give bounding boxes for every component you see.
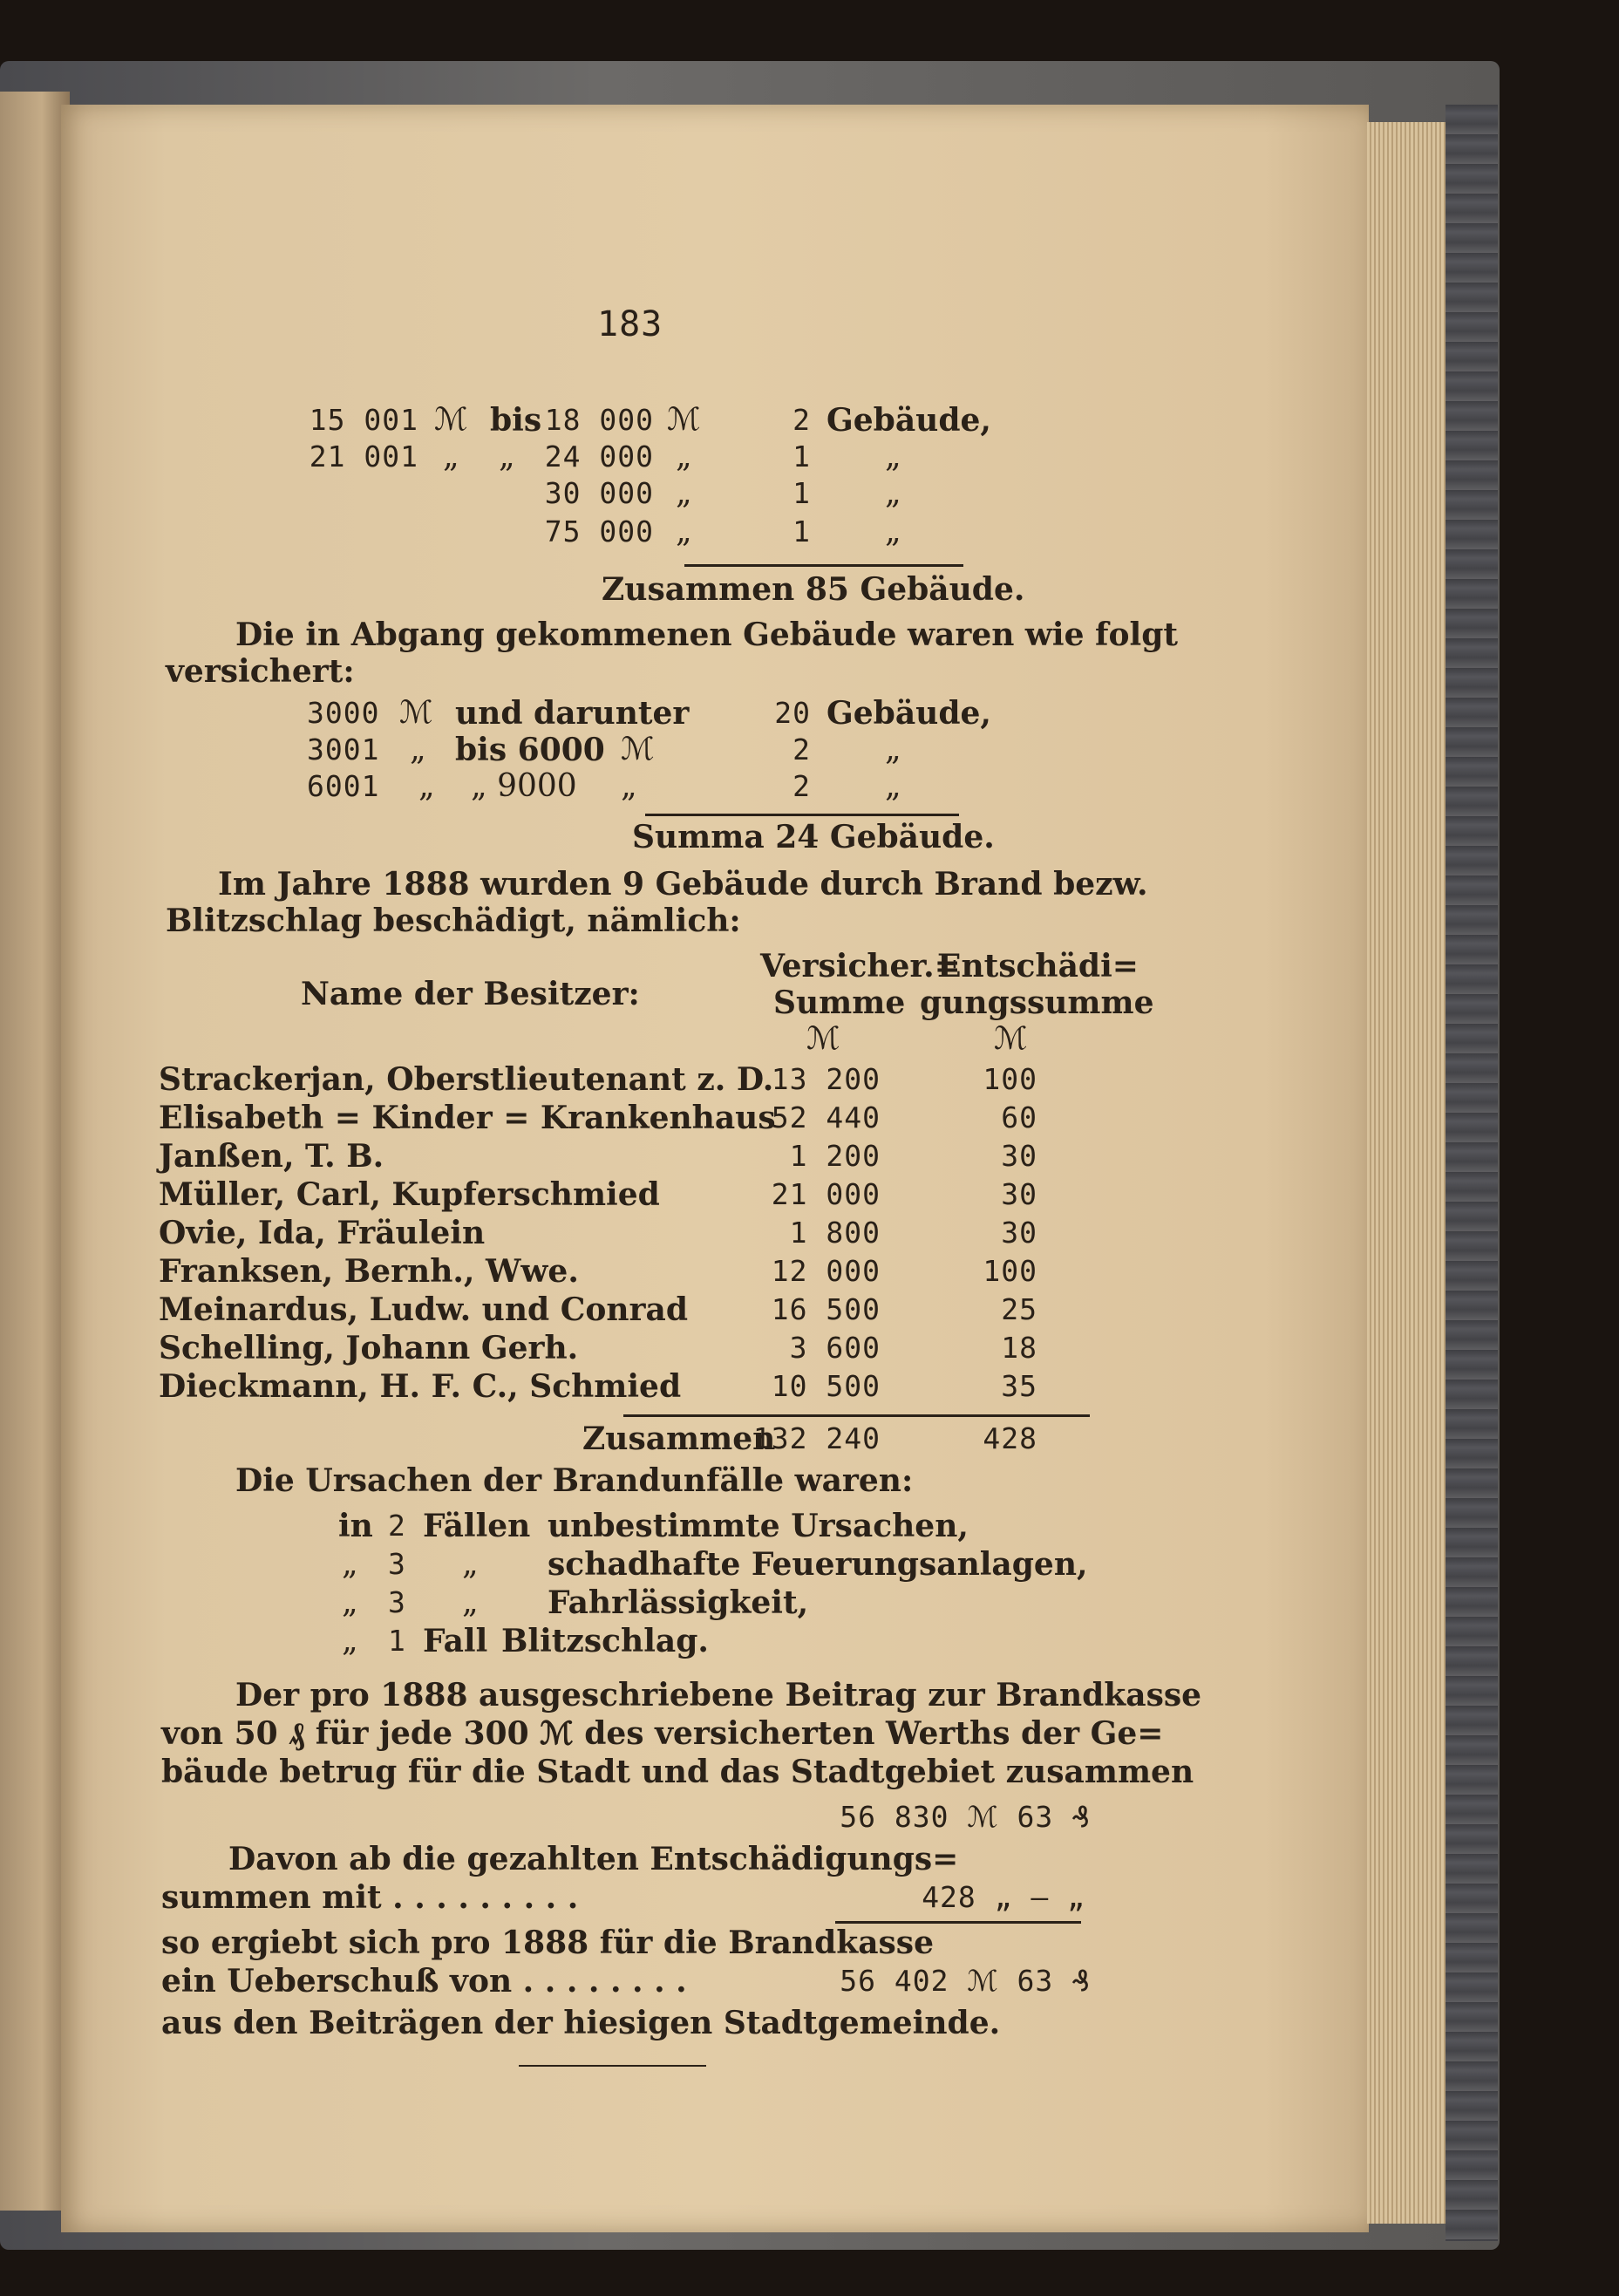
intro-line: Die in Abgang gekommenen Gebäude waren wie folgt: [235, 617, 1179, 653]
compensation-sum: 30: [1001, 1139, 1037, 1173]
result-amount: 56 402 ℳ 63 ₰: [840, 1964, 1090, 1998]
fire-text-line: Blitzschlag beschädigt, nämlich:: [166, 903, 741, 939]
value-table-total: Zusammen 85 Gebäude.: [602, 571, 1025, 608]
cause-text: Fahrlässigkeit,: [548, 1584, 809, 1621]
contribution-line: bäude betrug für die Stadt und das Stadtgebiet zusammen: [161, 1754, 1194, 1790]
column-header-sum: Summe: [773, 984, 906, 1021]
building-count: 20: [774, 696, 811, 730]
compensation-sum: 35: [1001, 1369, 1037, 1403]
ditto-mark: „: [418, 768, 435, 804]
owner-name: Franksen, Bernh., Wwe.: [159, 1253, 579, 1290]
ditto-mark: „: [885, 514, 901, 549]
insured-sum: 13 200: [771, 1062, 881, 1096]
deduction-line: summen mit . . . . . . . . .: [161, 1879, 579, 1916]
cause-count: 3: [388, 1585, 406, 1619]
contribution-line: von 50 ₰ für jede 300 ℳ des versicherten Werths der Ge=: [161, 1715, 1164, 1752]
ditto-mark: „: [676, 439, 692, 474]
insured-sum: 3 600: [789, 1331, 881, 1365]
ditto-mark: „: [885, 475, 901, 511]
building-count: 2: [792, 403, 811, 437]
cause-unit: Fall: [423, 1623, 488, 1659]
currency-mark: ℳ: [621, 732, 655, 767]
owner-name: Müller, Carl, Kupferschmied: [159, 1176, 660, 1213]
fire-text-line: Im Jahre 1888 wurden 9 Gebäude durch Brand bezw.: [218, 866, 1148, 903]
column-header-name: Name der Besitzer:: [301, 976, 640, 1012]
column-header-sum: Versicher.=: [760, 948, 961, 984]
building-count: 1: [792, 439, 811, 474]
contribution-amount: 56 830 ℳ 63 ₰: [840, 1800, 1090, 1834]
owner-total-label: Zusammen: [582, 1421, 776, 1457]
closing-line: aus den Beiträgen der hiesigen Stadtgemeinde.: [161, 2005, 1001, 2041]
causes-heading: Die Ursachen der Brandunfälle waren:: [235, 1462, 914, 1499]
abgang-value: 3000: [307, 696, 380, 730]
compensation-sum: 18: [1001, 1331, 1037, 1365]
abgang-desc: und darunter: [455, 695, 690, 732]
column-header-compensation: gungssumme: [920, 984, 1154, 1021]
cause-count: 2: [388, 1509, 406, 1543]
compensation-sum: 60: [1001, 1100, 1037, 1134]
value-bis: bis: [490, 402, 542, 439]
currency-mark: ℳ: [399, 695, 433, 731]
sum-rule: [684, 564, 963, 567]
value-from: 15 001: [309, 403, 418, 437]
deduction-line: Davon ab die gezahlten Entschädigungs=: [228, 1841, 959, 1877]
ditto-mark: „: [499, 439, 515, 474]
owner-name: Ovie, Ida, Fräulein: [159, 1215, 486, 1251]
currency-mark: ℳ: [667, 402, 701, 438]
cause-text: Blitzschlag.: [501, 1623, 709, 1659]
ditto-mark: „: [342, 1584, 358, 1620]
ditto-mark: „: [676, 514, 692, 549]
value-to: 75 000: [544, 514, 654, 548]
value-to: 18 000: [544, 403, 654, 437]
ditto-mark: „: [885, 439, 901, 474]
column-header-compensation: Entschädi=: [937, 948, 1139, 984]
owner-name: Elisabeth = Kinder = Krankenhaus: [159, 1100, 776, 1136]
building-count: 2: [792, 769, 811, 803]
abgang-value: 3001: [307, 732, 380, 766]
end-rule: [519, 2065, 706, 2067]
ditto-mark: „: [342, 1546, 358, 1582]
building-label: Gebäude,: [827, 402, 991, 439]
compensation-sum: 30: [1001, 1177, 1037, 1211]
intro-line: versichert:: [166, 653, 355, 690]
insured-sum: 16 500: [771, 1292, 881, 1326]
result-line: so ergiebt sich pro 1888 für die Brandkasse: [161, 1925, 934, 1961]
owner-name: Strackerjan, Oberstlieutenant z. D.: [159, 1061, 774, 1098]
deduction-amount: 428 „ — „: [922, 1880, 1085, 1914]
building-count: 1: [792, 476, 811, 510]
ditto-mark: „: [676, 475, 692, 511]
ditto-mark: „: [621, 768, 637, 804]
page-stack-edges: [1367, 122, 1447, 2224]
ditto-mark: „: [462, 1584, 479, 1620]
building-count: 2: [792, 732, 811, 766]
ditto-mark: „: [410, 732, 426, 767]
cause-text: unbestimmte Ursachen,: [548, 1508, 969, 1544]
abgang-value: 6001: [307, 769, 380, 803]
insured-sum: 12 000: [771, 1254, 881, 1288]
ditto-mark: „: [342, 1623, 358, 1659]
ditto-mark: „: [885, 732, 901, 767]
owner-total-compensation: 428: [983, 1421, 1037, 1455]
ditto-mark: „: [462, 1546, 479, 1582]
insured-sum: 10 500: [771, 1369, 881, 1403]
ditto-mark: „: [885, 768, 901, 804]
building-count: 1: [792, 514, 811, 548]
cause-text: schadhafte Feuerungsanlagen,: [548, 1546, 1088, 1583]
owner-name: Janßen, T. B.: [159, 1138, 384, 1175]
cause-count: 1: [388, 1624, 406, 1658]
cover-edge: [1446, 105, 1498, 2241]
compensation-sum: 100: [983, 1062, 1037, 1096]
compensation-sum: 100: [983, 1254, 1037, 1288]
insured-sum: 52 440: [771, 1100, 881, 1134]
result-line: ein Ueberschuß von . . . . . . . .: [161, 1963, 687, 2000]
insured-sum: 1 200: [789, 1139, 881, 1173]
abgang-table-total: Summa 24 Gebäude.: [632, 819, 995, 855]
value-to: 30 000: [544, 476, 654, 510]
insured-sum: 21 000: [771, 1177, 881, 1211]
currency-mark: ℳ: [434, 402, 468, 438]
previous-page-edge: [0, 92, 70, 2211]
owner-total-sum: 132 240: [752, 1421, 881, 1455]
abgang-desc: „ 9000: [471, 768, 577, 804]
value-to: 24 000: [544, 439, 654, 474]
cause-prefix: in: [338, 1508, 373, 1544]
sum-rule: [835, 1921, 1081, 1924]
compensation-sum: 25: [1001, 1292, 1037, 1326]
cause-unit: Fällen: [423, 1508, 531, 1544]
building-label: Gebäude,: [827, 695, 991, 732]
currency-mark: ℳ: [994, 1021, 1028, 1057]
sum-rule: [623, 1414, 1090, 1417]
page-number: 183: [597, 304, 663, 344]
compensation-sum: 30: [1001, 1216, 1037, 1250]
currency-mark: ℳ: [806, 1021, 840, 1057]
owner-name: Schelling, Johann Gerh.: [159, 1330, 579, 1366]
abgang-desc: bis 6000: [455, 732, 605, 768]
contribution-line: Der pro 1888 ausgeschriebene Beitrag zur Brandkasse: [235, 1677, 1202, 1713]
owner-name: Meinardus, Ludw. und Conrad: [159, 1291, 689, 1328]
insured-sum: 1 800: [789, 1216, 881, 1250]
value-from: 21 001: [309, 439, 418, 474]
cause-count: 3: [388, 1547, 406, 1581]
owner-name: Dieckmann, H. F. C., Schmied: [159, 1368, 682, 1405]
ditto-mark: „: [443, 439, 459, 474]
sum-rule: [645, 814, 959, 816]
